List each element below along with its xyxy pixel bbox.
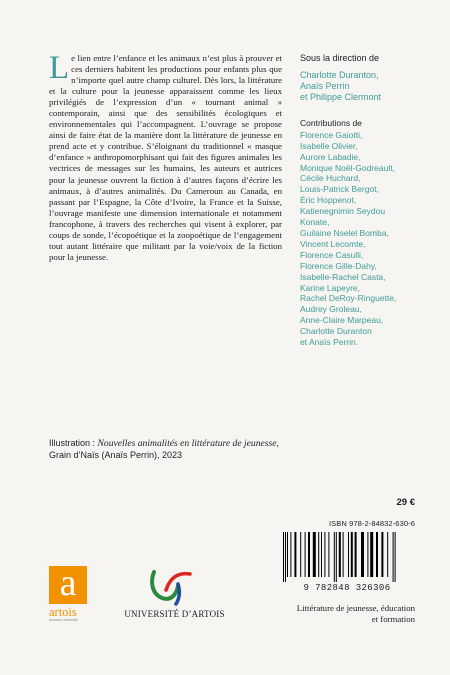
contributor-name: Audrey Groleau, <box>300 304 362 315</box>
editor-name: Charlotte Duranton, <box>300 69 379 80</box>
editor-name: Anaïs Perrin <box>300 80 350 91</box>
illustration-credit <box>49 438 279 461</box>
artois-wordmark: artois <box>49 605 77 619</box>
barcode-number: 9 782848 326306 <box>303 583 391 593</box>
contributor-name: Anne-Claire Marpeau, <box>300 315 384 326</box>
contributor-name: Florence Gille-Dahy, <box>300 260 377 271</box>
contributor-name: Vincent Lecomte, <box>300 238 366 249</box>
contributor-name: Isabelle Olivier, <box>300 140 358 151</box>
contributor-name: Rachel DeRoy-Ringuette, <box>300 293 397 304</box>
series-line: et formation <box>371 614 415 624</box>
contributor-name: Florence Gaiotti, <box>300 129 363 140</box>
barcode <box>277 532 417 582</box>
contributor-name: Charlotte Duranton <box>300 326 372 337</box>
contributors-list <box>300 130 430 348</box>
editors-list <box>300 70 430 103</box>
blurb-text: e lien entre l’enfance et les animaux n’est plus à prouver et ces derniers habitent les productions pour enfants plus que n’importe quel autre champ culturel. Dès lors, la littérature et la culture pour la jeunesse apparaissent comme les lieux privilégiés de l’expression d’un « tournant animal » contemporain, ainsi que des sensibilités écologiques et environnementales qui l’accompagnent. L’ouvrage se propose ainsi de faire état de la manière dont la littérature de jeunesse en prend acte et y contribue. S’éloignant du traditionnel « masque d’enfance » anthropomorphisant qui fait des figures animales les vectrices de messages sur les humains, les auteurs et autrices pour la jeunesse ouvrent la fiction à d’autres façons d’écrire les animaux, à d’autres animalités. Du Cameroun au Canada, en passant par l’Espagne, la Côte d’Ivoire, la France et la Suisse, l’ouvrage manifeste une dimension internationale et notamment francophone, à travers des recherches qui visent à explorer, par coups de sonde, l’écopoétique et la zoopoétique de l’engagement tout autant littéraire que militant par la voie/voix de la fiction pour la jeunesse. <box>49 53 282 262</box>
university-emblem-icon <box>140 566 200 606</box>
contributor-name: Guilaine Nselel Bomba, <box>300 227 389 238</box>
credits-column <box>300 53 430 348</box>
university-name: UNIVERSITÉ D’ARTOIS <box>124 609 225 619</box>
contributor-name: Karine Lapeyre, <box>300 282 361 293</box>
universite-artois-logo <box>122 566 227 622</box>
contributor-name: Katienegnimin Seydou <box>300 206 386 217</box>
isbn: ISBN 978-2-84832-630-6 <box>328 519 415 528</box>
artois-letter-box <box>49 562 87 604</box>
series-name <box>255 603 415 625</box>
contributor-name: Éric Hoppenot, <box>300 195 357 206</box>
contributor-name: Louis-Patrick Bergot, <box>300 184 379 195</box>
contributor-name: et Anaïs Perrin. <box>300 337 359 348</box>
illustration-title: Nouvelles animalités en littérature de jeunesse <box>97 438 277 449</box>
illustration-artist: Grain d’Naïs (Anaïs Perrin), 2023 <box>49 449 183 460</box>
contributions-heading: Contributions de <box>300 117 362 128</box>
contributor-name: Isabelle-Rachel Casta, <box>300 271 386 282</box>
artois-subtitle: presses université <box>49 618 78 622</box>
illustration-label: Illustration : <box>49 438 98 448</box>
artois-letter: a <box>59 562 77 604</box>
series-line: Littérature de jeunesse, éducation <box>296 603 415 613</box>
illustration-comma: , <box>276 438 280 448</box>
contributor-name: Florence Casulli, <box>300 249 364 260</box>
drop-cap: L <box>49 50 70 86</box>
contributor-name: Konate, <box>300 217 330 228</box>
contributor-name: Aurore Labadie, <box>300 151 361 162</box>
direction-heading: Sous la direction de <box>300 53 380 63</box>
back-cover-blurb <box>49 50 282 263</box>
artois-presses-logo <box>49 562 87 622</box>
contributor-name: Monique Noël-Godreault, <box>300 162 395 173</box>
editor-name: et Philippe Clermont <box>300 91 382 102</box>
price: 29 € <box>396 497 415 508</box>
contributor-name: Cécile Huchard, <box>300 173 361 184</box>
